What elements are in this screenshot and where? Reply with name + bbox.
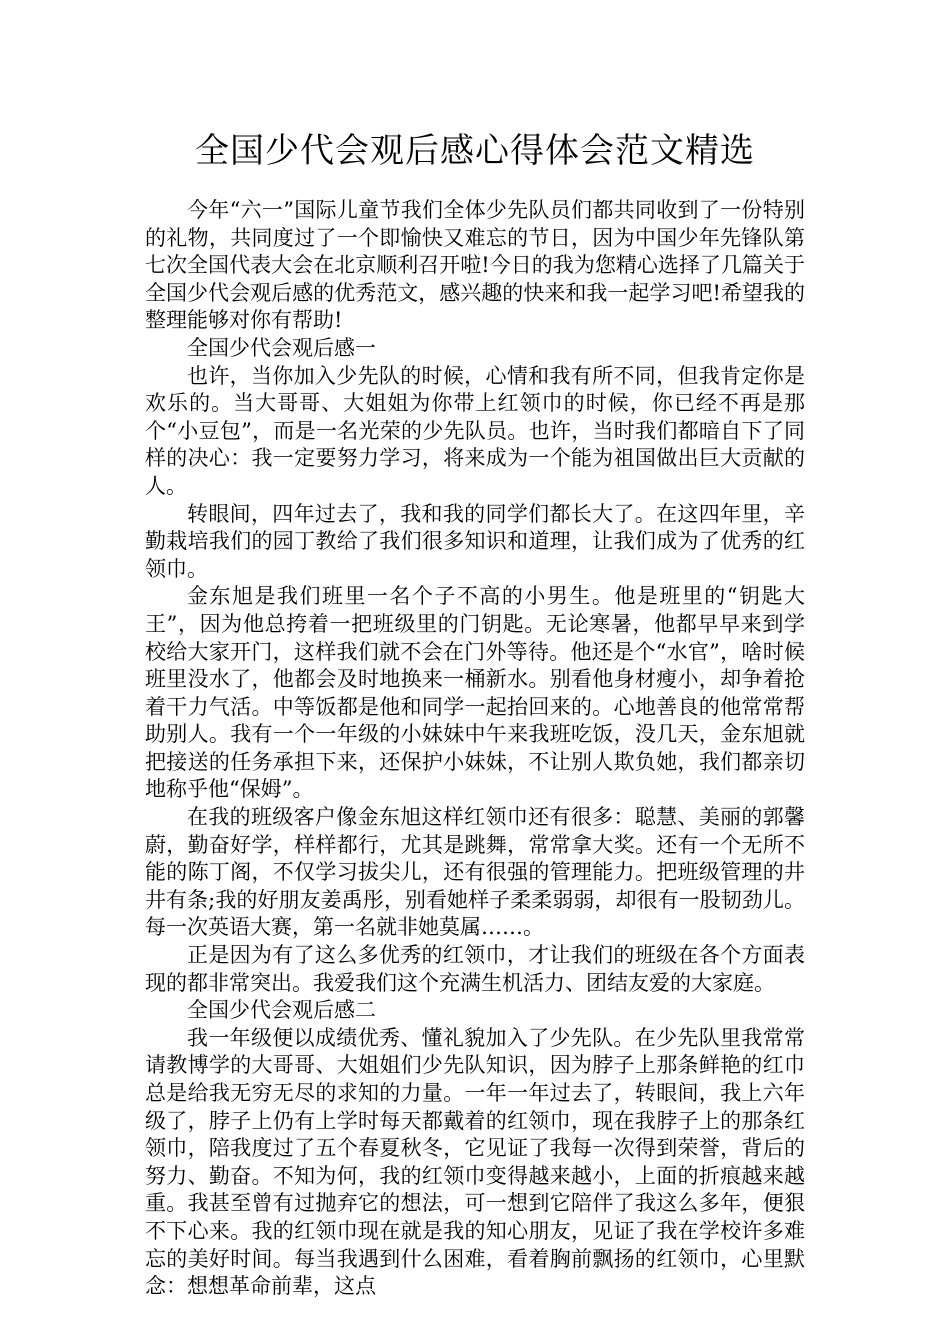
section-heading-one: 全国少代会观后感一: [187, 335, 376, 360]
paragraph: 我一年级便以成绩优秀、懂礼貌加入了少先队。在少先队里我常常请教博学的大哥哥、大姐姐们少先队知识，因为脖子上那条鲜艳的红巾总是给我无穷无尽的求知的力量。一年一年过去了，转眼间，我上六年级了，脖子上仍有上学时每天都戴着的红领巾，现在我脖子上的那条红领巾，陪我度过了五个春夏秋冬，它见证了我每一次得到荣誉，背后的努力、勤奋。不知为何，我的红领巾变得越来越小，上面的折痕越来越重。我甚至曾有过抛弃它的想法，可一想到它陪伴了我这么多年，便狠不下心来。我的红领巾现在就是我的知心朋友，见证了我在学校许多难忘的美好时间。每当我遇到什么困难，看着胸前飘扬的红领巾，心里默念：想想革命前辈，这点: [145, 1025, 805, 1299]
paragraph: 转眼间，四年过去了，我和我的同学们都长大了。在这四年里，辛勤栽培我们的园丁教给了我们很多知识和道理，让我们成为了优秀的红领巾。: [145, 501, 805, 581]
paragraph: 也许，当你加入少先队的时候，心情和我有所不同，但我肯定你是欢乐的。当大哥哥、大姐姐为你带上红领巾的时候，你已经不再是那个“小豆包”，而是一名光荣的少先队员。也许，当时我们都暗自下了同样的决心：我一定要努力学习，将来成为一个能为祖国做出巨大贡献的人。: [145, 363, 805, 498]
document-title: 全国少代会观后感心得体会范文精选: [195, 131, 755, 171]
paragraph: 正是因为有了这么多优秀的红领巾，才让我们的班级在各个方面表现的都非常突出。我爱我们这个充满生机活力、团结友爱的大家庭。: [145, 943, 805, 995]
document-body: [145, 197, 805, 1301]
section-heading-two: 全国少代会观后感二: [187, 998, 376, 1023]
paragraph-intro: 今年“六一”国际儿童节我们全体少先队员们都共同收到了一份特别的礼物，共同度过了一个即愉快又难忘的节日，因为中国少年先锋队第七次全国代表大会在北京顺利召开啦!今日的我为您精心选择了几篇关于全国少代会观后感的优秀范文，感兴趣的快来和我一起学习吧!希望我的整理能够对你有帮助!: [145, 198, 805, 333]
paragraph: 金东旭是我们班里一名个子不高的小男生。他是班里的“钥匙大王”，因为他总挎着一把班级里的门钥匙。无论寒暑，他都早早来到学校给大家开门，这样我们就不会在门外等待。他还是个“水官”，啥时候班里没水了，他都会及时地换来一桶新水。别看他身材瘦小，却争着抢着干力气活。中等饭都是他和同学一起抬回来的。心地善良的他常常帮助别人。我有一个一年级的小妹妹中午来我班吃饭，没几天，金东旭就把接送的任务承担下来，还保护小妹妹，不让别人欺负她，我们都亲切地称乎他“保姆”。: [145, 584, 805, 802]
paragraph: 在我的班级客户像金东旭这样红领巾还有很多：聪慧、美丽的郭馨蔚，勤奋好学，样样都行，尤其是跳舞，常常拿大奖。还有一个无所不能的陈丁阁，不仅学习拔尖儿，还有很强的管理能力。把班级管理的井井有条;我的好朋友姜禹彤，别看她样子柔柔弱弱，却很有一股韧劲儿。每一次英语大赛，第一名就非她莫属……。: [145, 805, 805, 940]
